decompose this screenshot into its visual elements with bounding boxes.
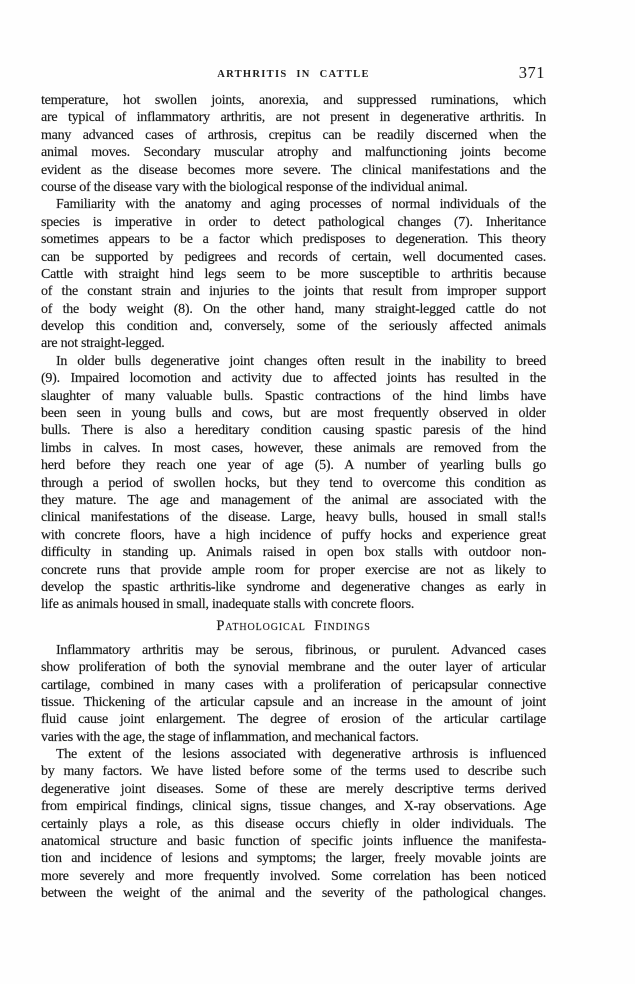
text-line: tissue. Thickening of the articular capsule and an increase in the amount of joint [41,694,546,710]
text-line: between the weight of the animal and the severity of the pathological changes. [41,886,546,902]
paragraph [41,196,546,353]
section-heading: Pathological Findings [216,617,371,634]
text-line: concrete runs that provide ample room for proper exercise are not as likely to [41,562,546,578]
text-line: Familiarity with the anatomy and aging processes of normal individuals of the [56,197,546,213]
text-line: varies with the age, the stage of inflammation, and mechanical factors. [41,729,419,745]
text-line: species is imperative in order to detect pathological changes (7). Inheritance [41,214,546,230]
text-line: been seen in young bulls and cows, but are most frequently observed in older [41,406,546,422]
text-line: show proliferation of both the synovial membrane and the outer layer of articular [41,660,546,676]
text-line: of the body weight (8). On the other hand, many straight-legged cattle do not [41,301,546,317]
text-line: Inflammatory arthritis may be serous, fibrinous, or purulent. Advanced cases [56,642,546,658]
text-line: (9). Impaired locomotion and activity due to affected joints has resulted in the [41,371,546,387]
text-line: of the constant strain and injuries to the joints that result from improper support [41,284,546,300]
text-line: fluid cause joint enlargement. The degree of erosion of the articular cartilage [41,712,546,728]
text-line: course of the disease vary with the biological response of the individual animal. [41,179,468,195]
text-line: evident as the disease becomes more severe. The clinical manifestations and the [41,162,546,178]
running-header-title: ARTHRITIS IN CATTLE [217,69,370,80]
text-line: clinical manifestations of the disease. Large, heavy bulls, housed in small stal!s [41,510,546,526]
text-line: many advanced cases of arthrosis, crepitus can be readily discerned when the [41,127,546,143]
text-line: slaughter of many valuable bulls. Spastic contractions of the hind limbs have [41,388,546,404]
text-line: difficulty in standing up. Animals raised in open box stalls with outdoor non- [41,545,546,561]
text-line: Cattle with straight hind legs seem to be more susceptible to arthritis because [41,266,546,282]
text-line: animal moves. Secondary muscular atrophy and malfunctioning joints become [41,145,546,161]
text-line: more severely and more frequently involved. Some correlation has been noticed [41,868,546,884]
text-line: through a period of swollen hocks, but they tend to overcome this condition as [41,475,546,491]
text-column [41,63,546,903]
text-line: temperature, hot swollen joints, anorexia, and suppressed ruminations, which [41,93,546,108]
text-line: develop the spastic arthritis-like syndrome and degenerative changes as early in [41,579,546,595]
text-line: In older bulls degenerative joint changes often result in the inability to breed [56,353,546,369]
text-line: sometimes appears to be a factor which predisposes to degeneration. This theory [41,232,546,248]
text-line: by many factors. We have listed before some of the terms used to describe such [41,764,546,780]
paragraph [41,746,546,903]
text-line: life as animals housed in small, inadequate stalls with concrete floors. [41,597,415,613]
page-number: 371 [518,63,545,82]
paragraph [41,92,546,196]
text-line: The extent of the lesions associated with degenerative arthrosis is influenced [56,747,546,763]
text-line: tion and incidence of lesions and symptoms; the larger, freely movable joints are [41,851,546,867]
text-line: degenerative joint diseases. Some of these are merely descriptive terms derived [41,781,546,797]
text-line: from empirical findings, clinical signs, tissue changes, and X-ray observations. Age [41,799,546,815]
text-line: they mature. The age and management of the animal are associated with the [41,492,546,508]
text-line: with concrete floors, have a high incidence of puffy hocks and experience great [41,527,546,543]
text-line: herd before they reach one year of age (5). A number of yearling bulls go [41,458,546,474]
text-line: are not straight-legged. [41,336,165,352]
text-line: limbs in calves. In most cases, however, these animals are removed from the [41,440,546,456]
text-line: can be supported by pedigrees and records of certain, well documented cases. [41,249,546,265]
text-line: bulls. There is also a hereditary condition causing spastic paresis of the hind [41,423,546,439]
paragraph [41,353,546,614]
text-line: cartilage, combined in many cases with a proliferation of pericapsular connective [41,677,546,693]
text-line: anatomical structure and basic function of specific joints influence the manifesta- [41,834,546,850]
running-header [41,63,546,82]
text-line: develop this condition and, conversely, some of the seriously affected animals [41,319,546,335]
text-line: certainly plays a role, as this disease occurs chiefly in older individuals. The [41,816,546,832]
page-body [41,92,546,903]
paragraph [41,642,546,746]
text-line: are typical of inflammatory arthritis, are not present in degenerative arthritis. In [41,110,546,126]
